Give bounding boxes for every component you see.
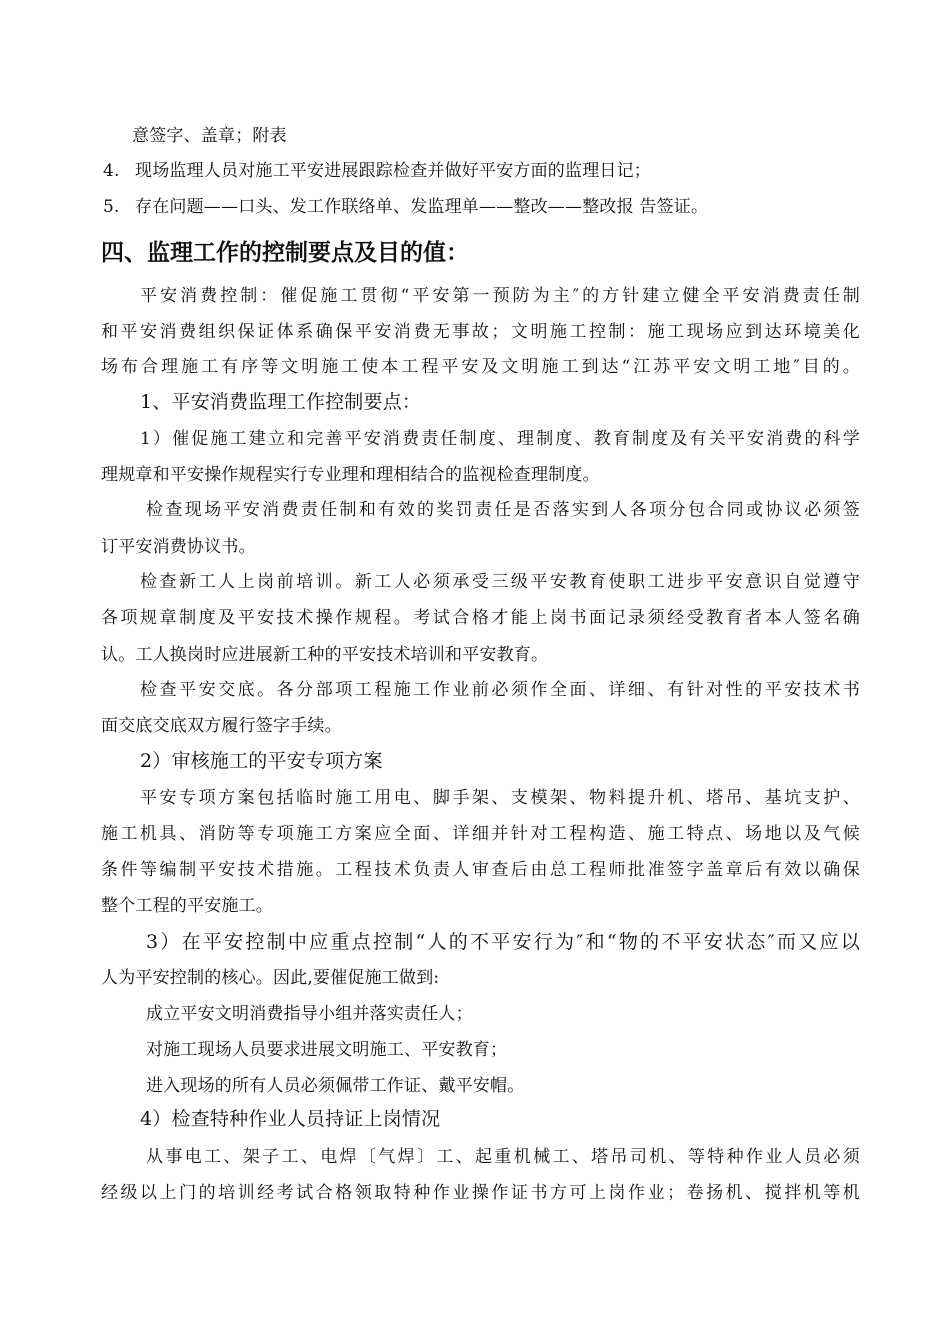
subheading: 3）在平安控制中应重点控制“人的不平安行为″和“物的不平安状态″而又应以 bbox=[146, 931, 860, 953]
paragraph-line: 施工机具、消防等专项施工方案应全面、详细并针对工程构造、施工特点、场地以及气候 bbox=[101, 824, 860, 844]
paragraph-line: 各项规章制度及平安技术操作规程。考试合格才能上岗书面记录须经受教育者本人签名确 bbox=[101, 608, 860, 628]
paragraph-line: 理规章和平安操作规程实行专业理和理相结合的监视检查理制度。 bbox=[101, 465, 600, 485]
list-text: 存在问题——口头、发工作联络单、发监理单——整改——整改报 告签证。 bbox=[135, 197, 709, 217]
text-line: 意签字、盖章；附表 bbox=[132, 126, 287, 146]
paragraph-line: 检查平安交底。各分部项工程施工作业前必须作全面、详细、有针对性的平安技术书 bbox=[140, 680, 860, 700]
list-number: 4. bbox=[103, 161, 120, 181]
paragraph-line: 对施工现场人员要求进展文明施工、平安教育； bbox=[146, 1040, 508, 1060]
paragraph-line: 面交底交底双方履行签字手续。 bbox=[101, 716, 342, 736]
subheading: 2）审核施工的平安专项方案 bbox=[140, 750, 383, 772]
paragraph-line: 成立平安文明消费指导小组并落实责任人； bbox=[146, 1004, 473, 1024]
paragraph-line: 订平安消费协议书。 bbox=[101, 537, 256, 557]
subheading: 1、平安消费监理工作控制要点： bbox=[140, 391, 422, 413]
paragraph-line: 平安消费控制：催促施工贯彻“平安第一预防为主″的方针建立健全平安消费责任制 bbox=[140, 286, 860, 306]
paragraph-line: 检查现场平安消费责任制和有效的奖罚责任是否落实到人各项分包合同或协议必须签 bbox=[146, 500, 860, 520]
list-item-5 bbox=[103, 195, 708, 219]
paragraph-line: 整个工程的平安施工。 bbox=[101, 896, 273, 916]
paragraph-line: 人为平安控制的核心。因此,要催促施工做到: bbox=[101, 968, 440, 988]
section-heading: 四、监理工作的控制要点及目的值： bbox=[101, 240, 469, 266]
paragraph-line: 检查新工人上岗前培训。新工人必须承受三级平安教育使职工进步平安意识自觉遵守 bbox=[140, 572, 860, 592]
paragraph-line: 平安专项方案包括临时施工用电、脚手架、支模架、物料提升机、塔吊、基坑支护、 bbox=[140, 788, 860, 808]
paragraph-line: 和平安消费组织保证体系确保平安消费无事故；文明施工控制：施工现场应到达环境美化 bbox=[101, 322, 860, 342]
paragraph-line: 1）催促施工建立和完善平安消费责任制度、理制度、教育制度及有关平安消费的科学 bbox=[140, 429, 860, 449]
paragraph-line: 条件等编制平安技术措施。工程技术负责人审查后由总工程师批准签字盖章后有效以确保 bbox=[101, 860, 860, 880]
paragraph-line: 场布合理施工有序等文明施工使本工程平安及文明施工到达“江苏平安文明工地″目的。 bbox=[101, 357, 860, 377]
paragraph-line: 从事电工、架子工、电焊〔气焊〕工、起重机械工、塔吊司机、等特种作业人员必须 bbox=[146, 1147, 860, 1167]
paragraph-line: 经级以上门的培训经考试合格领取特种作业操作证书方可上岗作业；卷扬机、搅拌机等机 bbox=[101, 1183, 860, 1203]
list-text: 现场监理人员对施工平安进展跟踪检查并做好平安方面的监理日记； bbox=[135, 161, 651, 181]
paragraph-line: 认。工人换岗时应进展新工种的平安技术培训和平安教育。 bbox=[101, 645, 549, 665]
list-number: 5. bbox=[103, 197, 120, 217]
list-item-4 bbox=[103, 159, 651, 183]
subheading: 4）检查特种作业人员持证上岗情况 bbox=[140, 1108, 441, 1130]
paragraph-line: 进入现场的所有人员必须佩带工作证、戴平安帽。 bbox=[146, 1076, 525, 1096]
